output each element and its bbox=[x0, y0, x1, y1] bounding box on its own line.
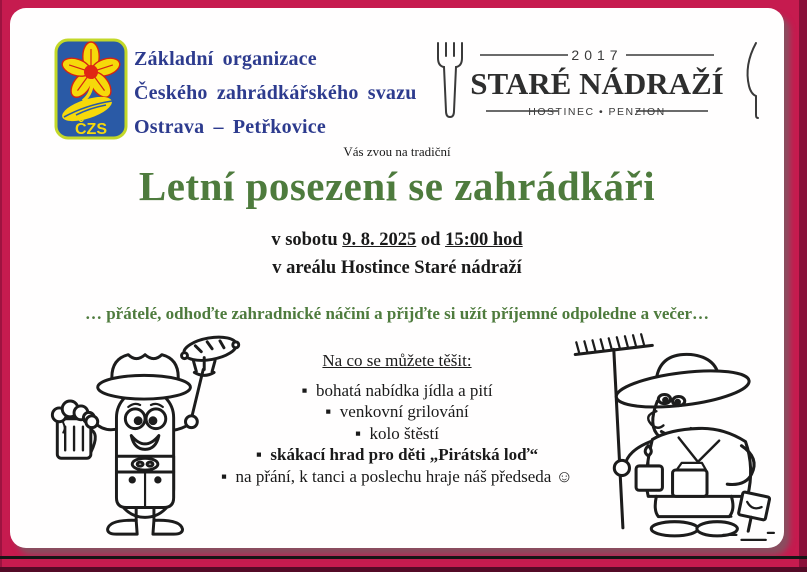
event-date: 9. 8. 2025 bbox=[342, 230, 417, 250]
frame-bottom-line bbox=[0, 556, 807, 559]
event-title: Letní posezení se zahrádkáři bbox=[138, 163, 656, 209]
program-heading: Na co se můžete těšit: bbox=[322, 351, 472, 370]
program-item: ▪ na přání, k tanci a poslechu hraje náš předseda ☺ bbox=[221, 466, 573, 486]
event-datetime bbox=[10, 230, 784, 251]
event-time: 15:00 hod bbox=[445, 230, 523, 250]
org-line-1: Základní organizace bbox=[134, 48, 317, 70]
tagline: … přátelé, odhoďte zahradnické náčiní a přijďte si užít příjemné odpoledne a večer… bbox=[84, 304, 710, 323]
venue-logo bbox=[422, 34, 772, 126]
when-middle: od bbox=[416, 230, 446, 250]
czs-logo-text: ČZS bbox=[75, 121, 107, 138]
program-item: ▪ skákací hrad pro děti „Pirátská loď“ bbox=[255, 445, 539, 464]
program-item: ▪ bohatá nabídka jídla a pití bbox=[301, 380, 493, 400]
when-prefix: v sobotu bbox=[271, 230, 343, 250]
gardener-illustration bbox=[559, 318, 777, 546]
knife-icon bbox=[748, 43, 758, 118]
venue-name: STARÉ NÁDRAŽÍ bbox=[470, 66, 724, 101]
frame-bottom-edge bbox=[0, 567, 807, 572]
org-line-3: Ostrava – Petřkovice bbox=[134, 116, 326, 138]
czs-logo bbox=[54, 38, 128, 140]
program-item: ▪ venkovní grilování bbox=[325, 402, 469, 421]
frame-left-edge bbox=[0, 0, 2, 572]
org-line-2: Českého zahrádkářského svazu bbox=[134, 82, 417, 104]
venue-subtitle: HOSTINEC • PENZION bbox=[528, 106, 666, 118]
fork-icon bbox=[438, 43, 462, 117]
intro-line: Vás zvou na tradiční bbox=[343, 144, 451, 159]
organization-name bbox=[134, 42, 417, 144]
sausage-mascot-illustration bbox=[43, 332, 255, 544]
program-item: ▪ kolo štěstí bbox=[355, 423, 439, 443]
venue-year: 2017 bbox=[571, 47, 623, 63]
frame-right-edge bbox=[799, 0, 807, 572]
event-location: v areálu Hostince Staré nádraží bbox=[272, 258, 522, 278]
flyer-card bbox=[10, 8, 784, 548]
